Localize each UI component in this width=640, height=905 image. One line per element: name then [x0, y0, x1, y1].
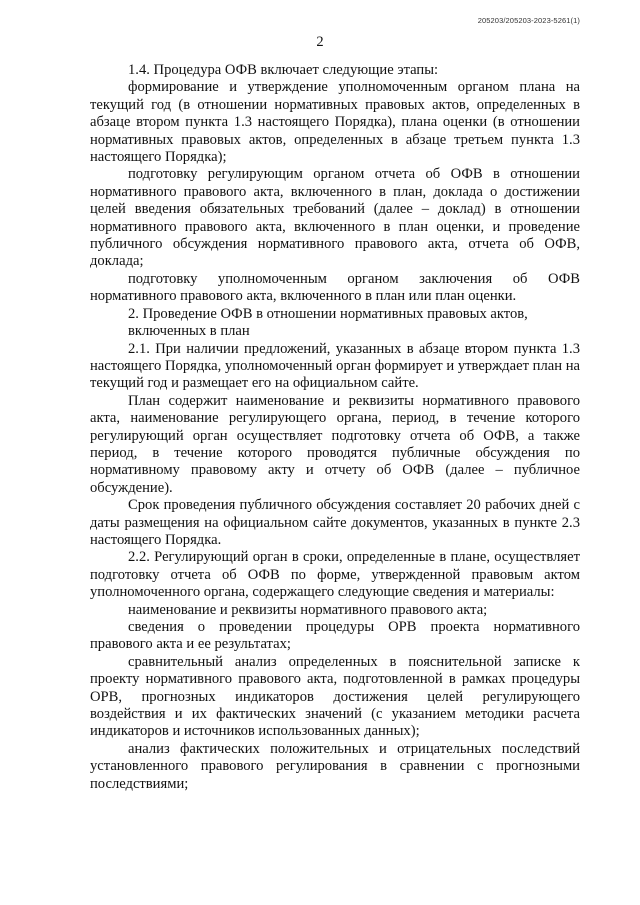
- paragraph-1-4: 1.4. Процедура ОФВ включает следующие этапы:: [128, 62, 439, 78]
- section-heading-line1: 2. Проведение ОФВ в отношении нормативных правовых актов,: [128, 305, 528, 322]
- page-number: 2: [316, 34, 324, 50]
- paragraph-stage-report: подготовку регулирующим органом отчета об ОФВ в отношении нормативного правового акта, включенного в план, доклада о достижении целей введения обязательных требований (далее – доклад) в отношении нормативного правового акта, включенного в план оценки, и проведение публичного обсуждения нормативного правового акта, отчета об ОФВ, доклада;: [90, 166, 580, 270]
- section-heading-line2: включенных в план: [128, 323, 250, 340]
- paragraph-item-orv: сведения о проведении процедуры ОРВ проекта нормативного правового акта и ее результатах;: [90, 619, 580, 653]
- paragraph-item-consequences: анализ фактических положительных и отрицательных последствий установленного правового регулирования в сравнении с прогнозными последствиями;: [90, 740, 580, 792]
- document-id: 205203/205203-2023-5261(1): [477, 16, 580, 25]
- paragraph-2-1: 2.1. При наличии предложений, указанных в абзаце втором пункта 1.3 настоящего Порядка, уполномоченный орган формирует и утверждает план на текущий год и размещает его на официальном сайте.: [90, 340, 580, 392]
- paragraph-item-analysis: сравнительный анализ определенных в пояснительной записке к проекту нормативного правового акта, подготовленной в рамках процедуры ОРВ, прогнозных индикаторов достижения целей регулирующего воздействия и их фактических значений (с указанием методики расчета индикаторов и источников использованных данных);: [90, 653, 580, 740]
- document-body: [90, 62, 580, 793]
- paragraph-stage-conclusion: подготовку уполномоченным органом заключения об ОФВ нормативного правового акта, включенного в план или план оценки.: [90, 270, 580, 305]
- paragraph-plan-contents: План содержит наименование и реквизиты нормативного правового акта, наименование регулирующего органа, период, в течение которого регулирующий орган осуществляет подготовку отчета об ОФВ, а также период, в течение которого проводятся публичные обсуждения по нормативному правовому акту и отчету об ОФВ (далее – публичное обсуждение).: [90, 392, 580, 496]
- paragraph-item-name: наименование и реквизиты нормативного правового акта;: [128, 601, 488, 618]
- paragraph-2-2: 2.2. Регулирующий орган в сроки, определенные в плане, осуществляет подготовку отчета об ОФВ по форме, утвержденной правовым актом уполномоченного органа, содержащего следующие сведения и материалы:: [90, 549, 580, 601]
- section-heading: [90, 306, 580, 341]
- paragraph-discussion-term: Срок проведения публичного обсуждения составляет 20 рабочих дней с даты размещения на официальном сайте документов, указанных в пункте 2.3 настоящего Порядка.: [90, 497, 580, 548]
- paragraph-stage-plan: формирование и утверждение уполномоченным органом плана на текущий год (в отношении нормативных правовых актов, определенных в абзаце втором пункта 1.3 настоящего Порядка), плана оценки (в отношении нормативных правовых актов, определенных в абзаце третьем пункта 1.3 настоящего Порядка);: [90, 79, 580, 166]
